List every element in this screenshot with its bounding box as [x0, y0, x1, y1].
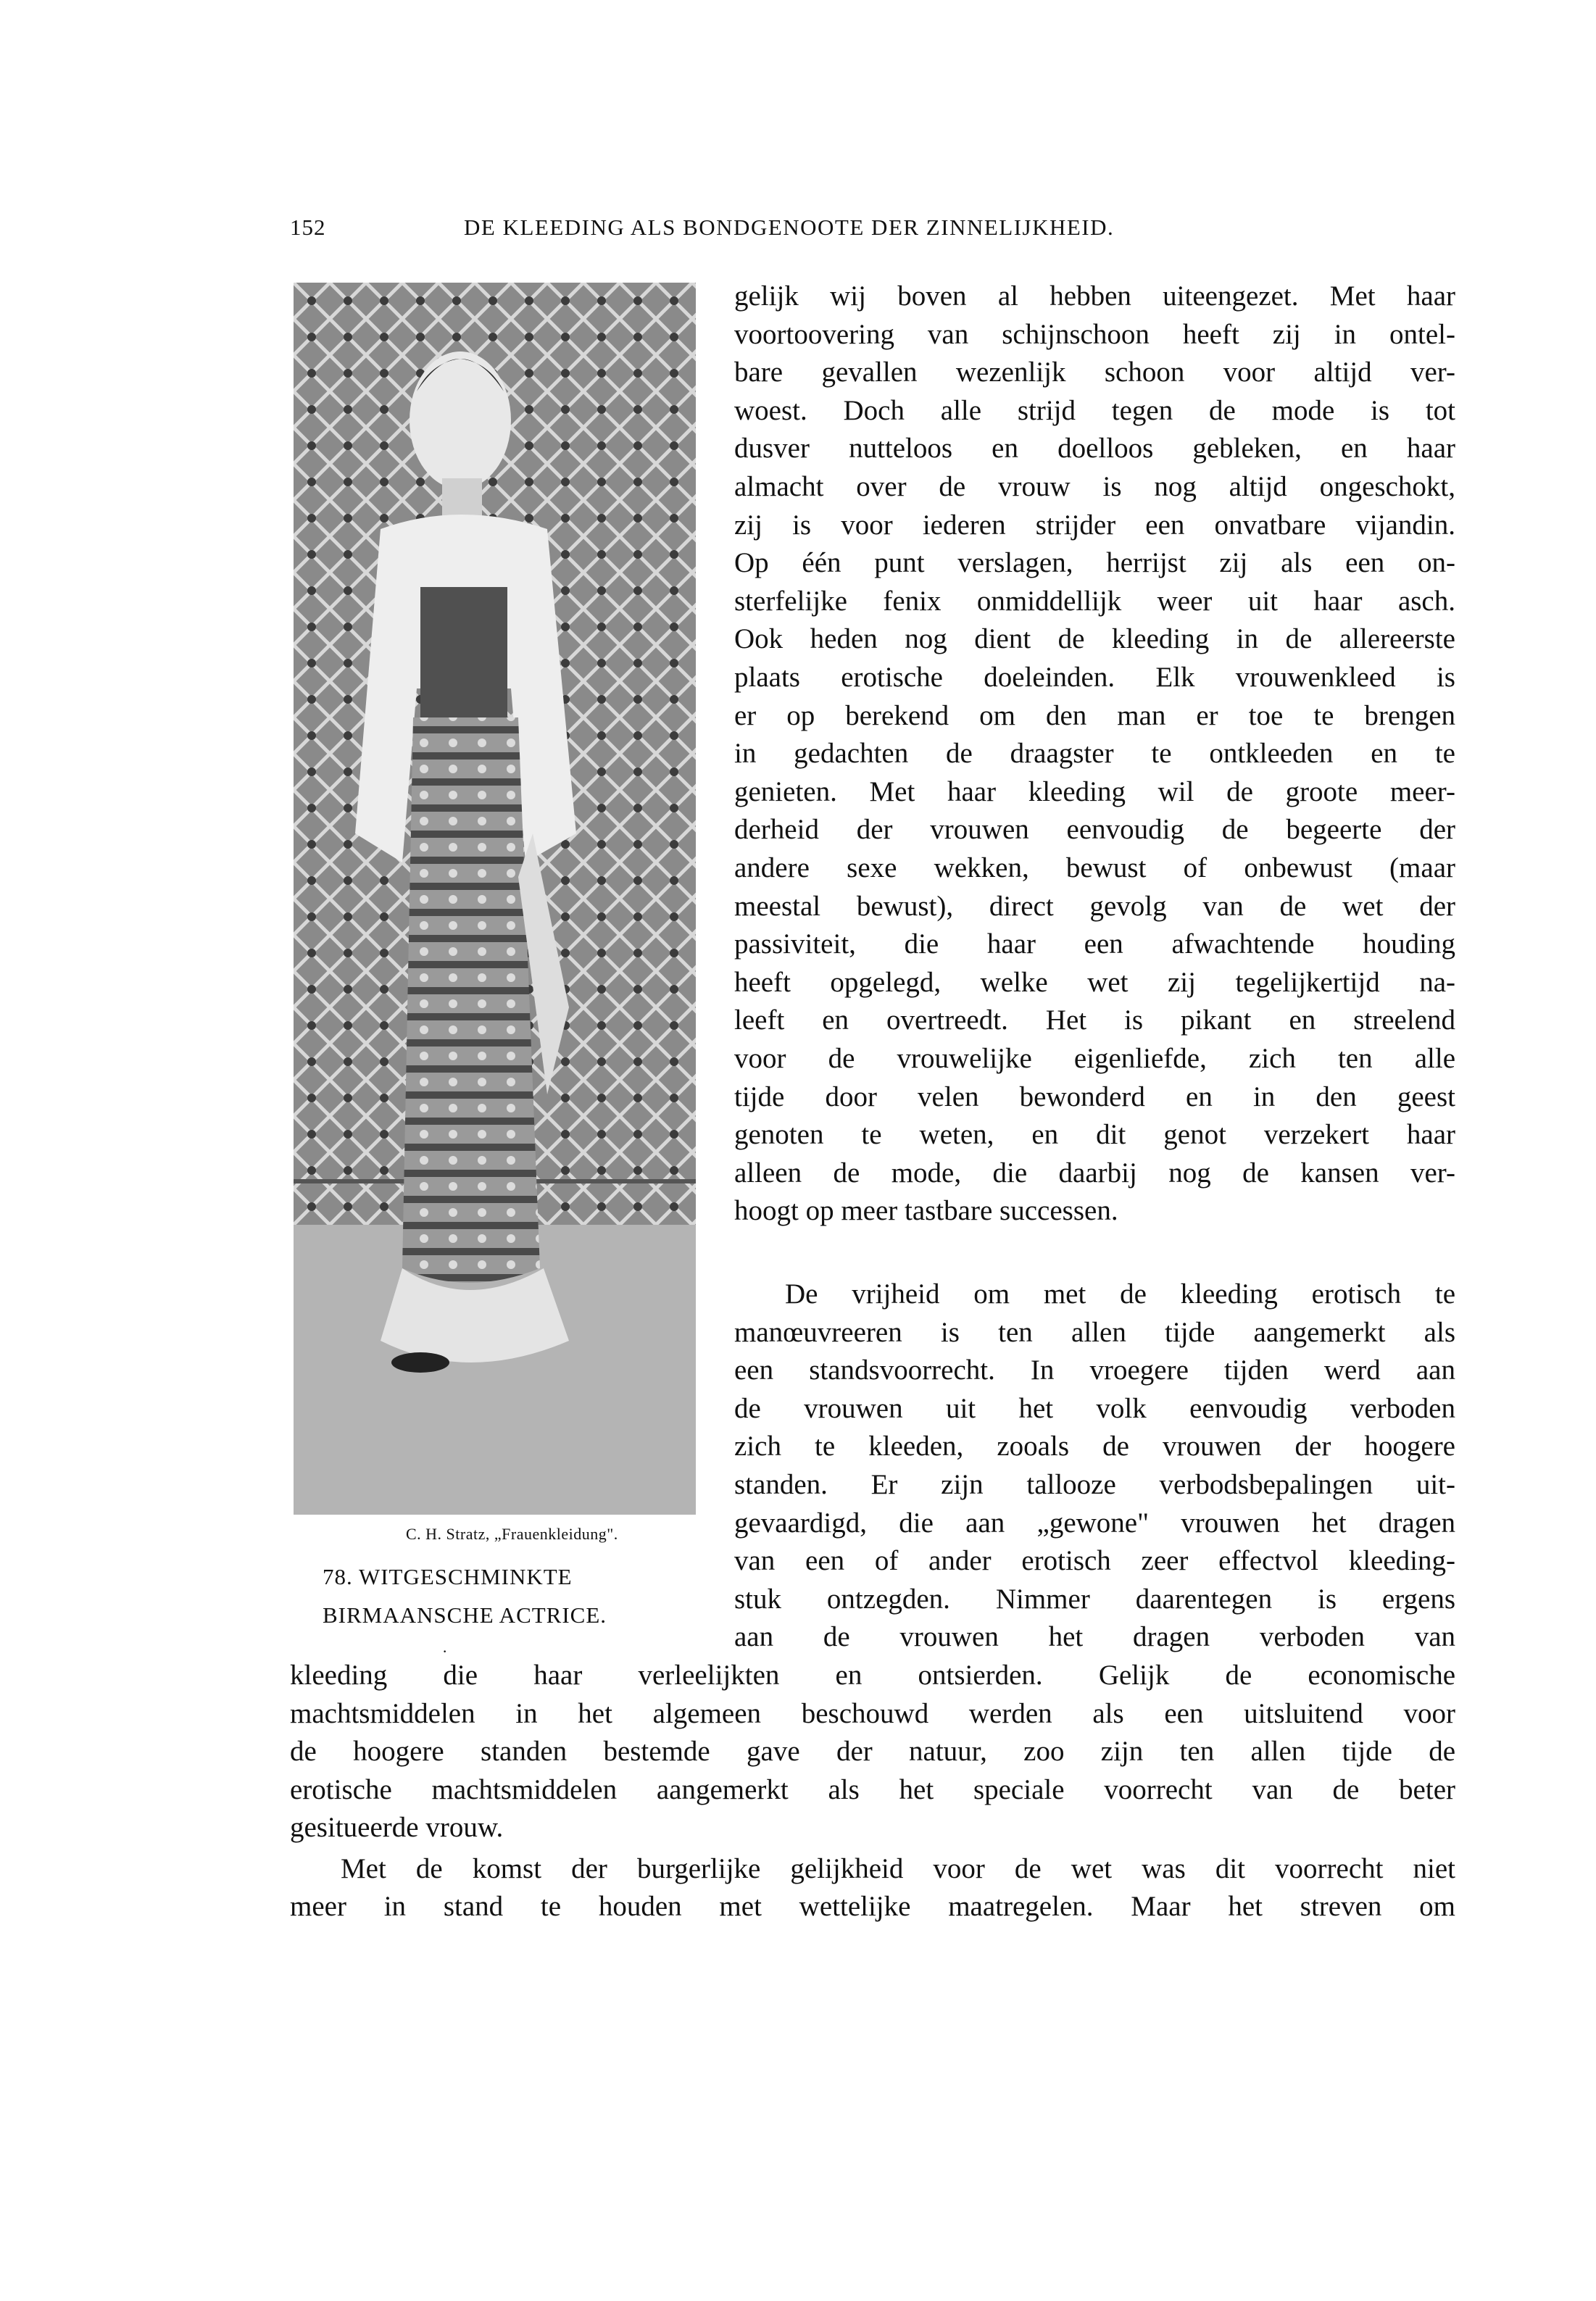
text-line: zich te kleeden, zooals de vrouwen der hoogere [734, 1431, 1455, 1462]
running-head [290, 215, 1297, 251]
text-line: Op één punt verslagen, herrijst zij als een on- [734, 547, 1455, 578]
text-line: passiviteit, die haar een afwachtende houding [734, 928, 1455, 960]
text-line: andere sexe wekken, bewust of onbewust (maar [734, 852, 1455, 883]
photograph-image [294, 283, 696, 1515]
text-line: De vrijheid om met de kleeding erotisch te [785, 1278, 1455, 1310]
text-line: Ook heden nog dient de kleeding in de allereerste [734, 623, 1455, 654]
text-line: sterfelijke fenix onmiddellijk weer uit haar asch. [734, 586, 1455, 617]
text-line: gesitueerde vrouw. [290, 1812, 504, 1843]
text-line: machtsmiddelen in het algemeen beschouwd werden als een uitsluitend voor [290, 1698, 1455, 1729]
photo-credit: C. H. Stratz, „Frauenkleidung". [406, 1525, 618, 1543]
stray-mark: · [442, 1642, 448, 1660]
text-line: in gedachten de draagster te ontkleeden en te [734, 738, 1455, 769]
text-line: de vrouwen uit het volk eenvoudig verboden [734, 1393, 1455, 1424]
text-line: zij is voor iederen strijder een onvatbare vijandin. [734, 509, 1455, 541]
text-line: alleen de mode, die daarbij nog de kansen ver- [734, 1157, 1455, 1189]
text-line: almacht over de vrouw is nog altijd ongeschokt, [734, 471, 1455, 502]
text-line: genieten. Met haar kleeding wil de groote meer- [734, 776, 1455, 807]
text-line: heeft opgelegd, welke wet zij tegelijkertijd na- [734, 967, 1455, 998]
text-line: dusver nutteloos en doelloos gebleken, en haar [734, 433, 1455, 464]
text-line: leeft en overtreedt. Het is pikant en streelend [734, 1004, 1455, 1036]
text-line: gelijk wij boven al hebben uiteengezet. Met haar [734, 280, 1455, 312]
text-line: voortoovering van schijnschoon heeft zij in ontel- [734, 319, 1455, 350]
text-line: voor de vrouwelijke eigenliefde, zich ten alle [734, 1043, 1455, 1074]
text-line: erotische machtsmiddelen aangemerkt als het speciale voorrecht van de beter [290, 1774, 1455, 1805]
text-line: manœuvreeren is ten allen tijde aangemerkt als [734, 1317, 1455, 1348]
text-line: een standsvoorrecht. In vroegere tijden werd aan [734, 1355, 1455, 1386]
text-line: meestal bewust), direct gevolg van de wet der [734, 891, 1455, 922]
page-number: 152 [290, 215, 326, 240]
figure-photograph [294, 283, 696, 1515]
text-line: woest. Doch alle strijd tegen de mode is tot [734, 395, 1455, 426]
text-line: aan de vrouwen het dragen verboden van [734, 1621, 1455, 1652]
running-title: DE KLEEDING ALS BONDGENOOTE DER ZINNELIJKHEID. [464, 215, 1115, 240]
text-line: kleeding die haar verleelijkten en ontsierden. Gelijk de economische [290, 1660, 1455, 1691]
text-line: tijde door velen bewonderd en in den geest [734, 1081, 1455, 1112]
figure-caption-line: 78. WITGESCHMINKTE [323, 1564, 573, 1589]
text-line: meer in stand te houden met wettelijke maatregelen. Maar het streven om [290, 1891, 1455, 1922]
text-line: derheid der vrouwen eenvoudig de begeerte der [734, 814, 1455, 845]
text-line: er op berekend om den man er toe te brengen [734, 700, 1455, 731]
text-line: plaats erotische doeleinden. Elk vrouwenkleed is [734, 662, 1455, 693]
text-line: standen. Er zijn tallooze verbodsbepalingen uit- [734, 1469, 1455, 1500]
text-line: hoogt op meer tastbare successen. [734, 1195, 1118, 1226]
text-line: Met de komst der burgerlijke gelijkheid voor de wet was dit voorrecht niet [341, 1853, 1455, 1884]
text-line: de hoogere standen bestemde gave der natuur, zoo zijn ten allen tijde de [290, 1736, 1455, 1767]
text-line: stuk ontzegden. Nimmer daarentegen is ergens [734, 1584, 1455, 1615]
text-line: van een of ander erotisch zeer effectvol kleeding- [734, 1545, 1455, 1576]
text-line: genoten te weten, en dit genot verzekert haar [734, 1119, 1455, 1150]
text-line: bare gevallen wezenlijk schoon voor altijd ver- [734, 357, 1455, 388]
figure-caption-line: BIRMAANSCHE ACTRICE. [323, 1602, 607, 1628]
text-line: gevaardigd, die aan „gewone" vrouwen het dragen [734, 1507, 1455, 1539]
